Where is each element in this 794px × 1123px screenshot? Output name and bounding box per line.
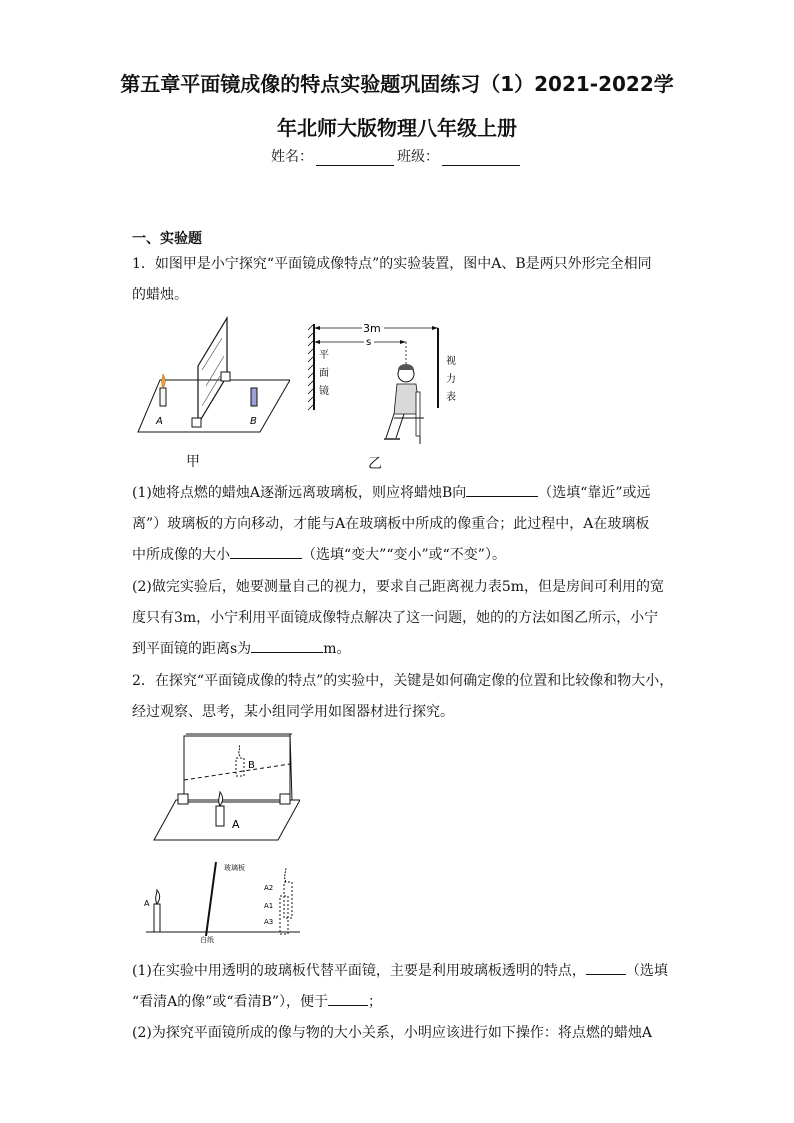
- q1-sub2-line2: 度只有3m，小宁利用平面镜成像特点解决了这一问题，她的的方法如图乙所示，小宁: [132, 610, 659, 626]
- caption-yi: 乙: [368, 456, 382, 472]
- yi-chart-label-3: 表: [446, 392, 456, 403]
- q2-stem: [132, 666, 672, 728]
- q2-sub1: [132, 956, 672, 1049]
- name-label: 姓名：: [271, 149, 313, 165]
- q2-bottom-label-a: A: [144, 899, 150, 908]
- q2-blank-1[interactable]: [586, 960, 626, 975]
- yi-chart-label-2: 力: [446, 374, 456, 385]
- q2-label-a: A: [232, 818, 240, 831]
- page-title-line2: 年北师大版物理八年级上册: [277, 116, 517, 140]
- q2-label-plate: 玻璃板: [224, 864, 245, 872]
- q1-sub2: [132, 572, 672, 665]
- yi-chart-label-1: 视: [446, 356, 456, 367]
- q1-sub1: [132, 478, 672, 571]
- q1-blank-3[interactable]: [251, 638, 323, 653]
- q2-label-a1: A1: [264, 902, 274, 910]
- q2-sub1-line2: “看清A的像”或“看清B”），便于 ；: [132, 987, 672, 1018]
- figure-yi: [300, 318, 470, 450]
- q1-sub1-line1: (1)她将点燃的蜡烛A逐渐远离玻璃板，则应将蜡烛B向 （选填“靠近”或远: [132, 478, 672, 509]
- name-blank[interactable]: [316, 151, 394, 166]
- name-class-line: [0, 146, 794, 166]
- q2-blank-2[interactable]: [328, 991, 368, 1006]
- figure-q2-setup: [140, 856, 310, 946]
- q2-label-a3: A3: [264, 918, 274, 926]
- section-title: 一、实验题: [132, 231, 202, 247]
- q2-sub1-line1: (1)在实验中用透明的玻璃板代替平面镜，主要是利用玻璃板透明的特点， （选填: [132, 956, 672, 987]
- q1-blank-2[interactable]: [230, 544, 302, 559]
- caption-jia: 甲: [186, 454, 200, 470]
- yi-dist-s: s: [366, 337, 372, 348]
- q2-label-paper: 白纸: [200, 936, 214, 944]
- q1-sub1-line3: 中所成像的大小 （选填“变大”“变小”或“不变”）。: [132, 540, 672, 571]
- yi-mirror-label-1: 平: [319, 350, 329, 361]
- figure-jia: [130, 310, 290, 440]
- q1-sub1-line2: 离”）玻璃板的方向移动，才能与A在玻璃板中所成的像重合；此过程中，A在玻璃板: [132, 516, 650, 532]
- yi-mirror-label-3: 镜: [319, 386, 329, 397]
- q2-label-a2: A2: [264, 884, 274, 892]
- q1-sub2-line1: (2)做完实验后，她要测量自己的视力，要求自己距离视力表5m，但是房间可利用的宽: [132, 579, 665, 595]
- yi-mirror-label-2: 面: [319, 368, 329, 379]
- q2-label-b: B: [248, 760, 255, 771]
- q2-stem-line1: 2．在探究“平面镜成像的特点”的实验中，关键是如何确定像的位置和比较像和物大小，: [132, 673, 674, 689]
- class-label: 班级：: [397, 149, 439, 165]
- yi-dist-3m: 3m: [363, 322, 381, 335]
- q2-sub2-line1: (2)为探究平面镜所成的像与物的大小关系，小明应该进行如下操作：将点燃的蜡烛A: [132, 1025, 652, 1041]
- figure-q2-apparatus: [150, 730, 300, 842]
- q1-stem-line2: 的蜡烛。: [132, 287, 188, 303]
- q1-stem: [132, 249, 672, 311]
- q1-blank-1[interactable]: [466, 482, 538, 497]
- class-blank[interactable]: [442, 151, 520, 166]
- jia-label-a: A: [156, 416, 163, 427]
- page-title-line1: 第五章平面镜成像的特点实验题巩固练习（1）2021-2022学: [120, 72, 674, 96]
- q1-stem-line1: 1．如图甲是小宁探究“平面镜成像特点”的实验装置，图中A、B是两只外形完全相同: [132, 256, 652, 272]
- jia-label-b: B: [250, 416, 257, 427]
- q2-stem-line2: 经过观察、思考，某小组同学用如图器材进行探究。: [132, 704, 454, 720]
- q1-sub2-line3: 到平面镜的距离s为 m。: [132, 634, 672, 665]
